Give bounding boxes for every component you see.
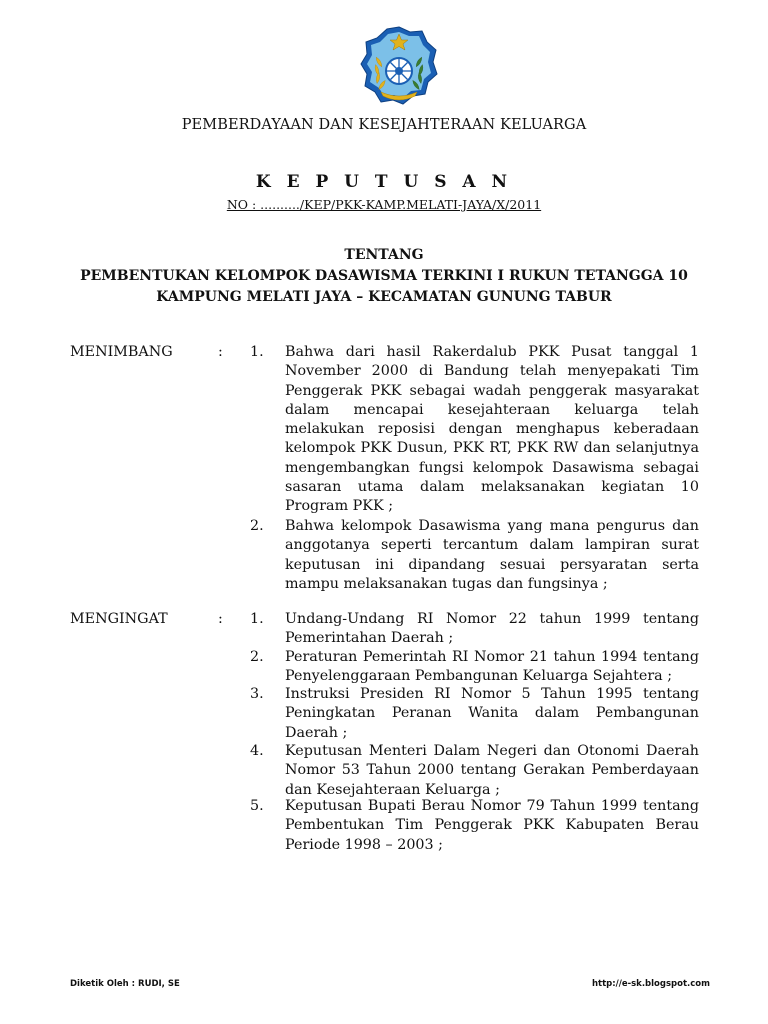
decree-number-text: NO : ........../KEP/PKK-KAMP.MELATI-JAYA/X/2011 [226, 197, 542, 212]
pkk-emblem-logo [357, 24, 441, 108]
item-number: 3. [250, 686, 264, 702]
item-number: 5. [250, 798, 264, 814]
decree-number [0, 197, 768, 212]
item-text: Keputusan Bupati Berau Nomor 79 Tahun 1999 tentang Pembentukan Tim Penggerak PKK Kabupaten Berau Periode 1998 – 2003 ; [285, 798, 699, 853]
item-number: 4. [250, 743, 264, 759]
item-text: Peraturan Pemerintah RI Nomor 21 tahun 1994 tentang Penyelenggaraan Pembangunan Keluarga Sejahtera ; [285, 649, 699, 685]
item-number: 2. [250, 518, 264, 534]
item-number: 1. [250, 344, 264, 360]
item-text: Instruksi Presiden RI Nomor 5 Tahun 1995 tentang Peningkatan Peranan Wanita dalam Pembangunan Daerah ; [285, 686, 699, 741]
section-colon: : [218, 611, 223, 627]
organization-name: PEMBERDAYAAN DAN KESEJAHTERAAN KELUARGA [181, 117, 587, 133]
item-number: 1. [250, 611, 264, 627]
item-text: Bahwa dari hasil Rakerdalub PKK Pusat tanggal 1 November 2000 di Bandung telah menyepakati Tim Penggerak PKK sebagai wadah penggerak masyarakat dalam mencapai kesejahteraan keluarga telah melakukan reposisi dengan menghapus keberadaan kelompok PKK Dusun, PKK RT, PKK RW dan selanjutnya mengembangkan fungsi kelompok Dasawisma sebagai sasaran utama dalam melaksanakan kegiatan 10 Program PKK ; [285, 344, 699, 515]
item-text: Bahwa kelompok Dasawisma yang mana pengurus dan anggotanya seperti tercantum dalam lampiran surat keputusan ini dipandang sesuai persyaratan serta mampu melaksanakan tugas dan fungsinya ; [285, 518, 699, 592]
item-text: Keputusan Menteri Dalam Negeri dan Otonomi Daerah Nomor 53 Tahun 2000 tentang Gerakan Pemberdayaan dan Kesejahteraan Keluarga ; [285, 743, 699, 798]
section-colon: : [218, 344, 223, 360]
tentang-heading: TENTANG [344, 247, 424, 263]
item-number: 2. [250, 649, 264, 665]
document-title: K E P U T U S A N [255, 172, 513, 192]
footer-typed-by: Diketik Oleh : RUDI, SE [70, 979, 180, 989]
item-text: Undang-Undang RI Nomor 22 tahun 1999 tentang Pemerintahan Daerah ; [285, 611, 699, 647]
footer-url[interactable]: http://e-sk.blogspot.com [591, 979, 710, 989]
section-label: MENGINGAT [70, 611, 168, 627]
subject-line-2: KAMPUNG MELATI JAYA – KECAMATAN GUNUNG TABUR [156, 289, 612, 305]
section-label: MENIMBANG [70, 344, 173, 360]
subject-line-1: PEMBENTUKAN KELOMPOK DASAWISMA TERKINI I RUKUN TETANGGA 10 [80, 268, 688, 284]
